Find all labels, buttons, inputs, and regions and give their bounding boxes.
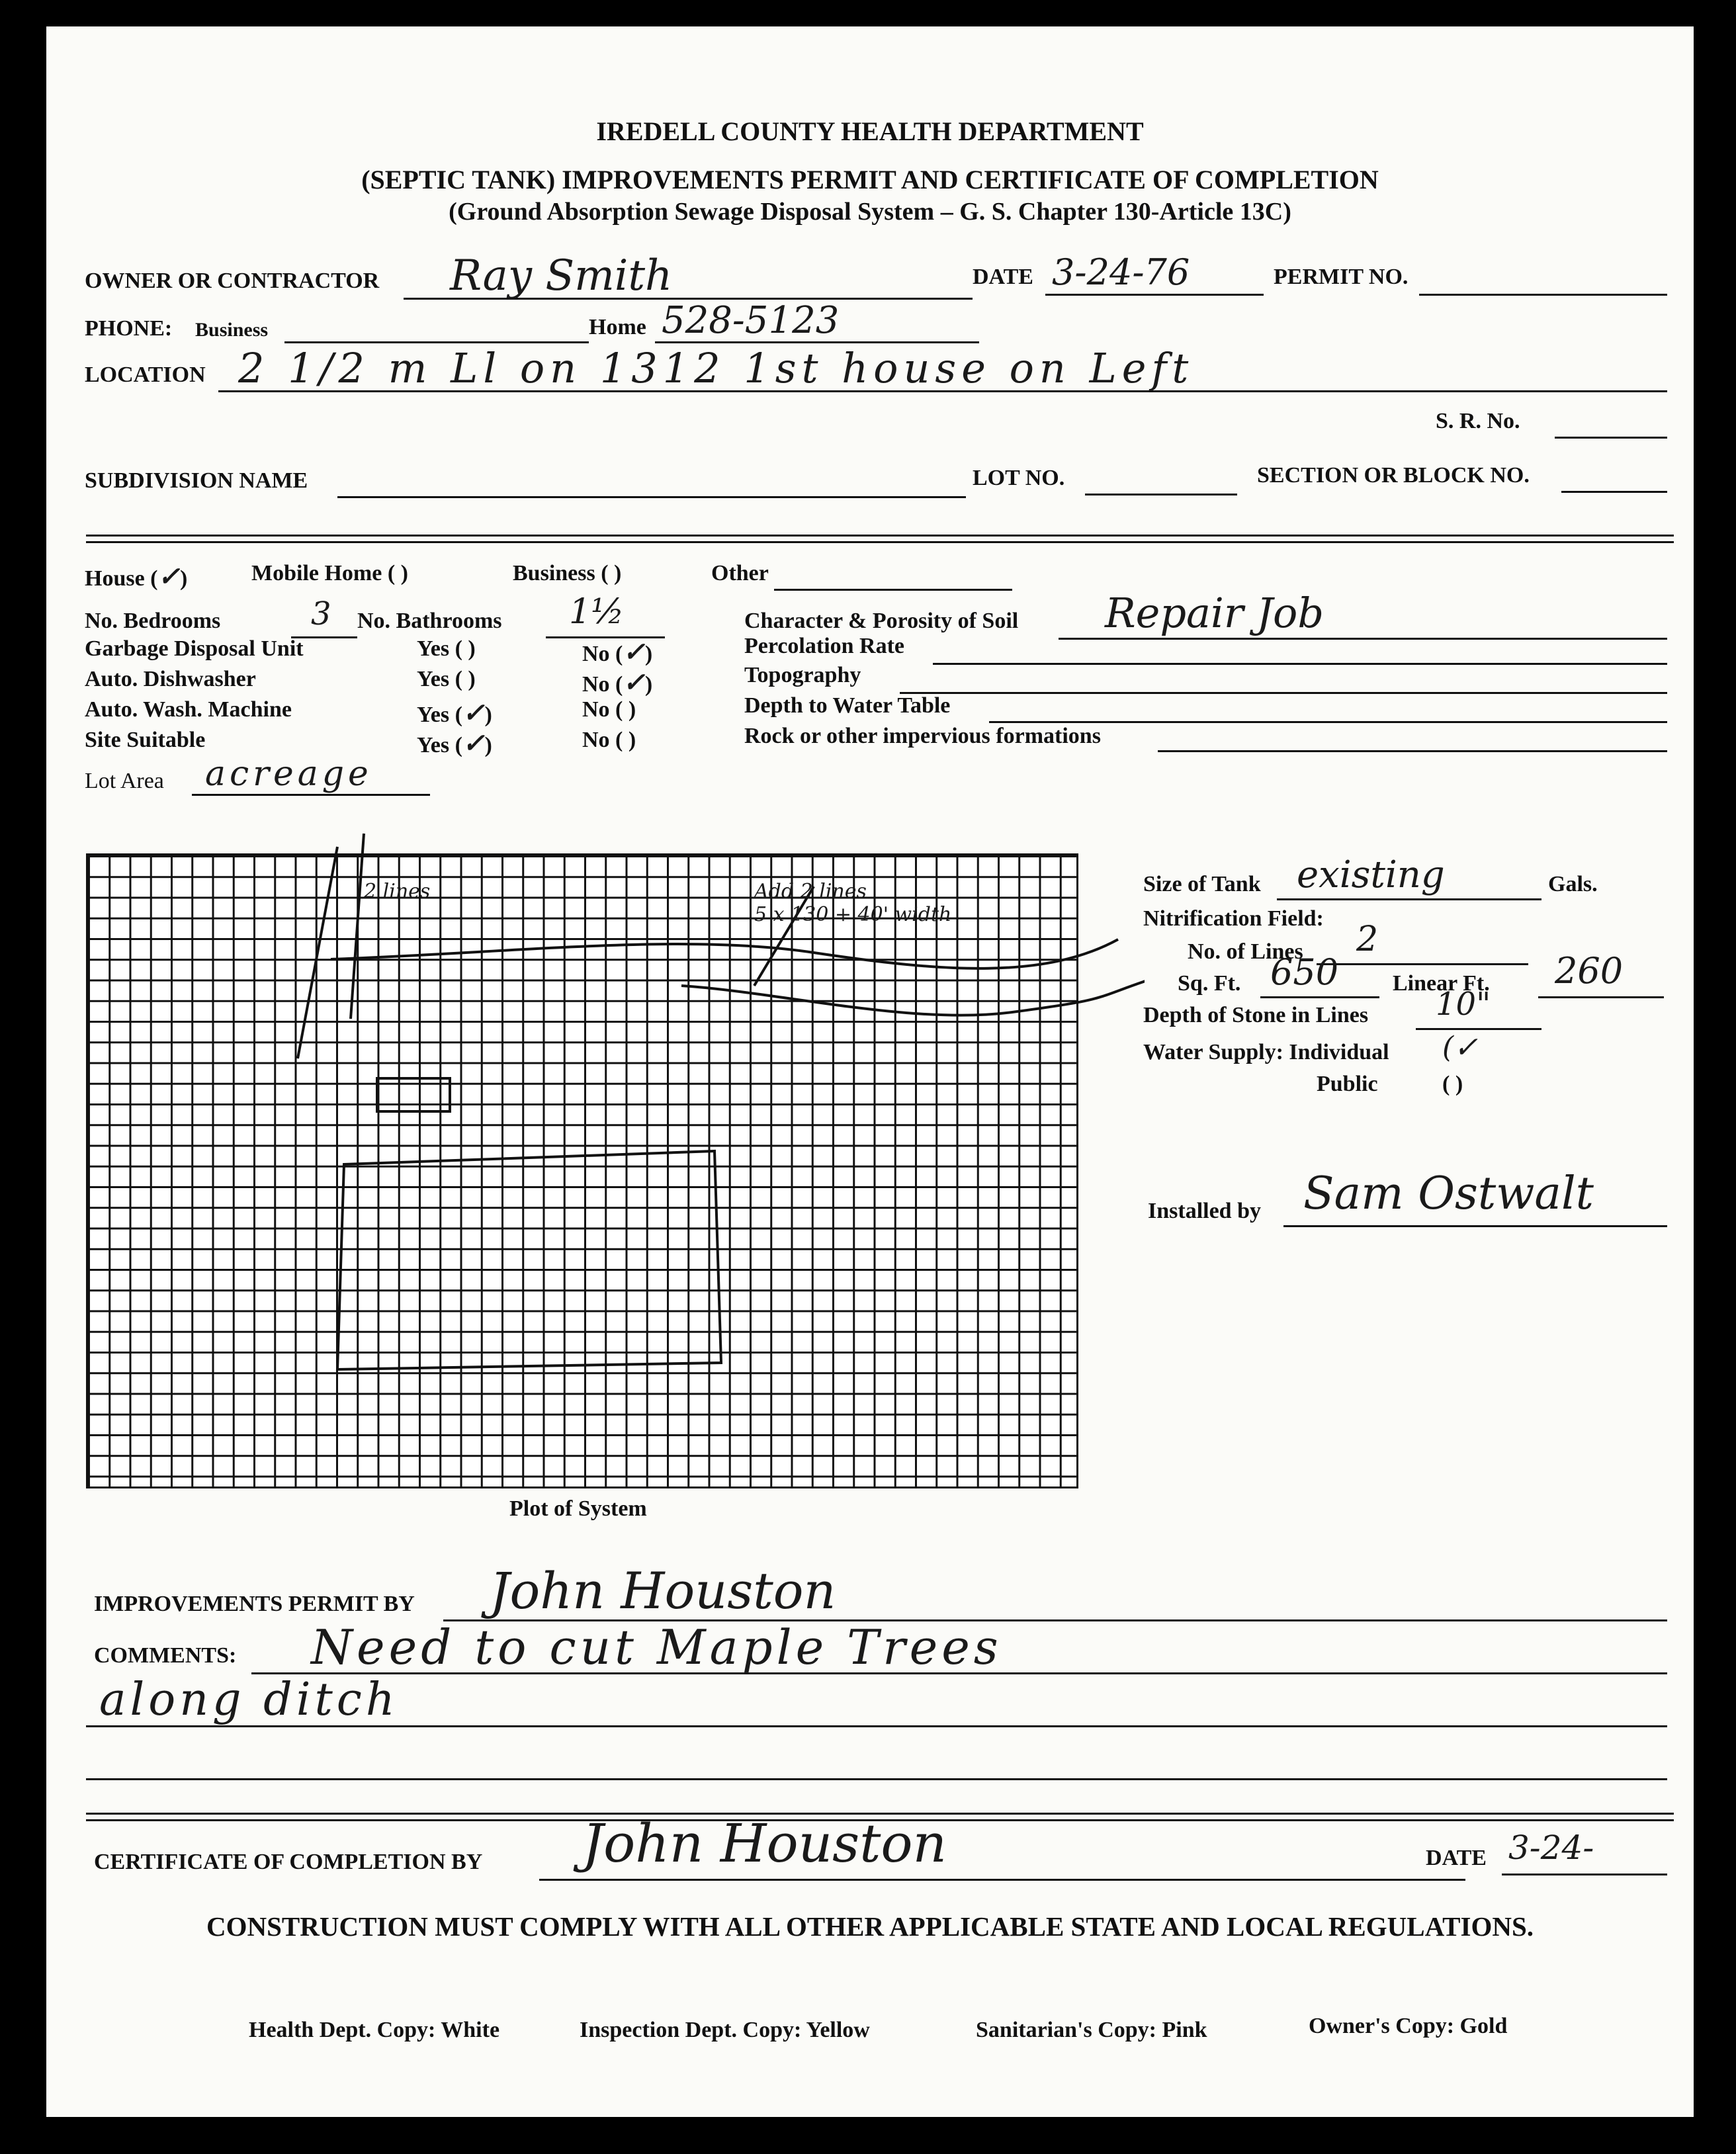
subdivision-label: SUBDIVISION NAME [85,468,308,493]
installed-by-label: Installed by [1148,1199,1261,1223]
owner-value: Ray Smith [450,251,673,300]
dishwasher-no-close: ) [644,672,653,697]
form-subtitle: (Ground Absorption Sewage Disposal System – G. S. Chapter 130-Article 13C) [449,198,1291,226]
permit-by-label: IMPROVEMENTS PERMIT BY [94,1592,415,1616]
dishwasher-label: Auto. Dishwasher [85,667,256,691]
stone-depth-value: 10" [1436,986,1491,1023]
other-line [774,589,1012,591]
tank-size-line [1277,898,1541,900]
perc-rate-label: Percolation Rate [744,634,905,658]
soil-character-line [1059,638,1667,640]
comments-line1: Need to cut Maple Trees [311,1619,1002,1675]
form-title: (SEPTIC TANK) IMPROVEMENTS PERMIT AND CERTIFICATE OF COMPLETION [361,165,1379,194]
phone-business-line [284,341,589,343]
house-text: House ( [85,566,158,591]
house-check-mark: ✓ [157,561,181,592]
comments-label: COMMENTS: [94,1643,237,1668]
sketch-trench-1 [331,939,1118,969]
certificate-date-value: 3-24- [1508,1829,1594,1867]
house-close: ) [180,566,188,591]
bedrooms-value: 3 [311,595,331,632]
site-suitable-no: No ( ) [582,728,636,752]
permit-by-value: John Houston [490,1561,836,1620]
subdivision-line [337,496,966,498]
wash-machine-yes-close: ) [484,703,492,727]
sketch-note-a: 2 lines [364,880,431,903]
certificate-date-label: DATE [1426,1846,1487,1870]
linear-line [1538,996,1664,998]
divider-rule-2 [86,541,1674,543]
lot-area-value: acreage [205,754,372,794]
plot-caption: Plot of System [509,1496,647,1521]
date-line [1045,294,1264,296]
lot-no-label: LOT NO. [973,466,1065,490]
sketch-trench-2 [681,979,1145,1015]
site-suitable-yes [417,728,492,759]
garbage-no [582,636,652,668]
lot-area-line [192,794,430,796]
sqft-value: 650 [1270,951,1339,993]
topography-line [900,692,1667,694]
gals-label: Gals. [1548,872,1598,896]
permit-no-line [1419,294,1667,296]
section-block-label: SECTION OR BLOCK NO. [1257,463,1530,488]
phone-label: PHONE: [85,316,173,341]
site-suitable-yes-close: ) [484,733,492,757]
wash-machine-yes-text: Yes ( [417,703,462,727]
plot-sketch [86,820,1145,1522]
tank-size-value: existing [1297,853,1445,896]
perc-rate-line [933,663,1667,665]
sketch-note-b: Add 2 lines 5 x 130 + 40' width [754,880,952,926]
copy-inspection: Inspection Dept. Copy: Yellow [580,2018,870,2042]
site-suitable-yes-text: Yes ( [417,733,462,757]
business-label: Business ( ) [513,561,622,585]
location-label: LOCATION [85,363,206,387]
soil-character-label: Character & Porosity of Soil [744,609,1019,633]
phone-home-label: Home [589,315,646,339]
site-suitable-label: Site Suitable [85,728,206,752]
tank-size-label: Size of Tank [1143,872,1261,896]
bedrooms-label: No. Bedrooms [85,609,221,633]
certificate-line [539,1879,1465,1881]
other-label: Other [711,561,769,585]
garbage-no-mark: ✓ [623,636,645,668]
dishwasher-no-text: No ( [582,672,623,697]
dishwasher-yes: Yes ( ) [417,667,476,691]
sqft-label: Sq. Ft. [1178,971,1241,996]
rock-line [1158,750,1667,752]
site-suitable-yes-mark: ✓ [462,728,485,759]
copy-owner: Owner's Copy: Gold [1309,2014,1508,2038]
sketch-tank-box [377,1078,450,1111]
garbage-label: Garbage Disposal Unit [85,636,304,661]
bathrooms-value: 1½ [569,592,625,632]
sqft-line [1260,996,1379,998]
location-value: 2 1/2 m Ll on 1312 1st house on Left [238,344,1194,392]
owner-label: OWNER OR CONTRACTOR [85,269,380,293]
sr-no-line [1555,437,1667,439]
rock-label: Rock or other impervious formations [744,724,1101,748]
lot-area-label: Lot Area [85,769,164,793]
phone-business-label: Business [195,319,269,341]
garbage-no-close: ) [644,642,653,666]
water-table-line [989,721,1667,723]
permit-no-label: PERMIT NO. [1274,265,1409,289]
compliance-notice: CONSTRUCTION MUST COMPLY WITH ALL OTHER APPLICABLE STATE AND LOCAL REGULATIONS. [206,1911,1534,1942]
linear-label: Linear Ft. [1393,971,1490,996]
stone-depth-line [1416,1028,1541,1030]
copy-sanitarian: Sanitarian's Copy: Pink [976,2018,1207,2042]
installed-by-line [1283,1225,1667,1227]
mobile-home-label: Mobile Home ( ) [251,561,408,585]
soil-character-value: Repair Job [1105,589,1324,637]
sketch-line-left [298,847,337,1058]
certificate-date-line [1502,1874,1667,1875]
linear-value: 260 [1555,950,1624,992]
date-value: 3-24-76 [1052,251,1190,293]
wash-machine-yes [417,697,492,728]
lines-value: 2 [1356,920,1379,959]
garbage-no-text: No ( [582,642,623,666]
installed-by-value: Sam Ostwalt [1303,1168,1594,1220]
house-label [85,561,187,592]
topography-label: Topography [744,663,861,687]
comments-line-3 [86,1778,1667,1780]
public-label: Public [1317,1072,1378,1096]
water-individual-mark: (✓ [1442,1031,1479,1064]
sketch-house-outline [337,1151,721,1369]
public-mark: ( ) [1442,1072,1463,1096]
phone-home-value: 528-5123 [662,299,840,342]
date-label: DATE [973,265,1033,289]
certificate-label: CERTIFICATE OF COMPLETION BY [94,1850,483,1874]
permit-form [46,26,1694,2117]
copy-health: Health Dept. Copy: White [249,2018,500,2042]
department-heading: IREDELL COUNTY HEALTH DEPARTMENT [596,116,1144,146]
sketch-line-left-2 [351,834,364,1019]
lot-no-line [1085,494,1237,495]
comments-line2: along ditch [99,1674,399,1726]
nitrification-label: Nitrification Field: [1143,906,1324,931]
wash-machine-no: No ( ) [582,697,636,722]
lines-line [1317,963,1528,965]
garbage-yes: Yes ( ) [417,636,476,661]
divider-rule [86,535,1674,537]
bathrooms-label: No. Bathrooms [357,609,502,633]
water-table-label: Depth to Water Table [744,693,951,718]
water-supply-label: Water Supply: Individual [1143,1040,1389,1064]
wash-machine-label: Auto. Wash. Machine [85,697,292,722]
section-block-line [1561,491,1667,493]
dishwasher-no [582,667,652,698]
lines-label: No. of Lines [1188,939,1303,964]
certificate-signature: John Houston [582,1813,947,1874]
dishwasher-no-mark: ✓ [623,667,645,698]
wash-machine-yes-mark: ✓ [462,697,485,728]
stone-depth-label: Depth of Stone in Lines [1143,1003,1369,1027]
sr-no-label: S. R. No. [1436,409,1520,433]
